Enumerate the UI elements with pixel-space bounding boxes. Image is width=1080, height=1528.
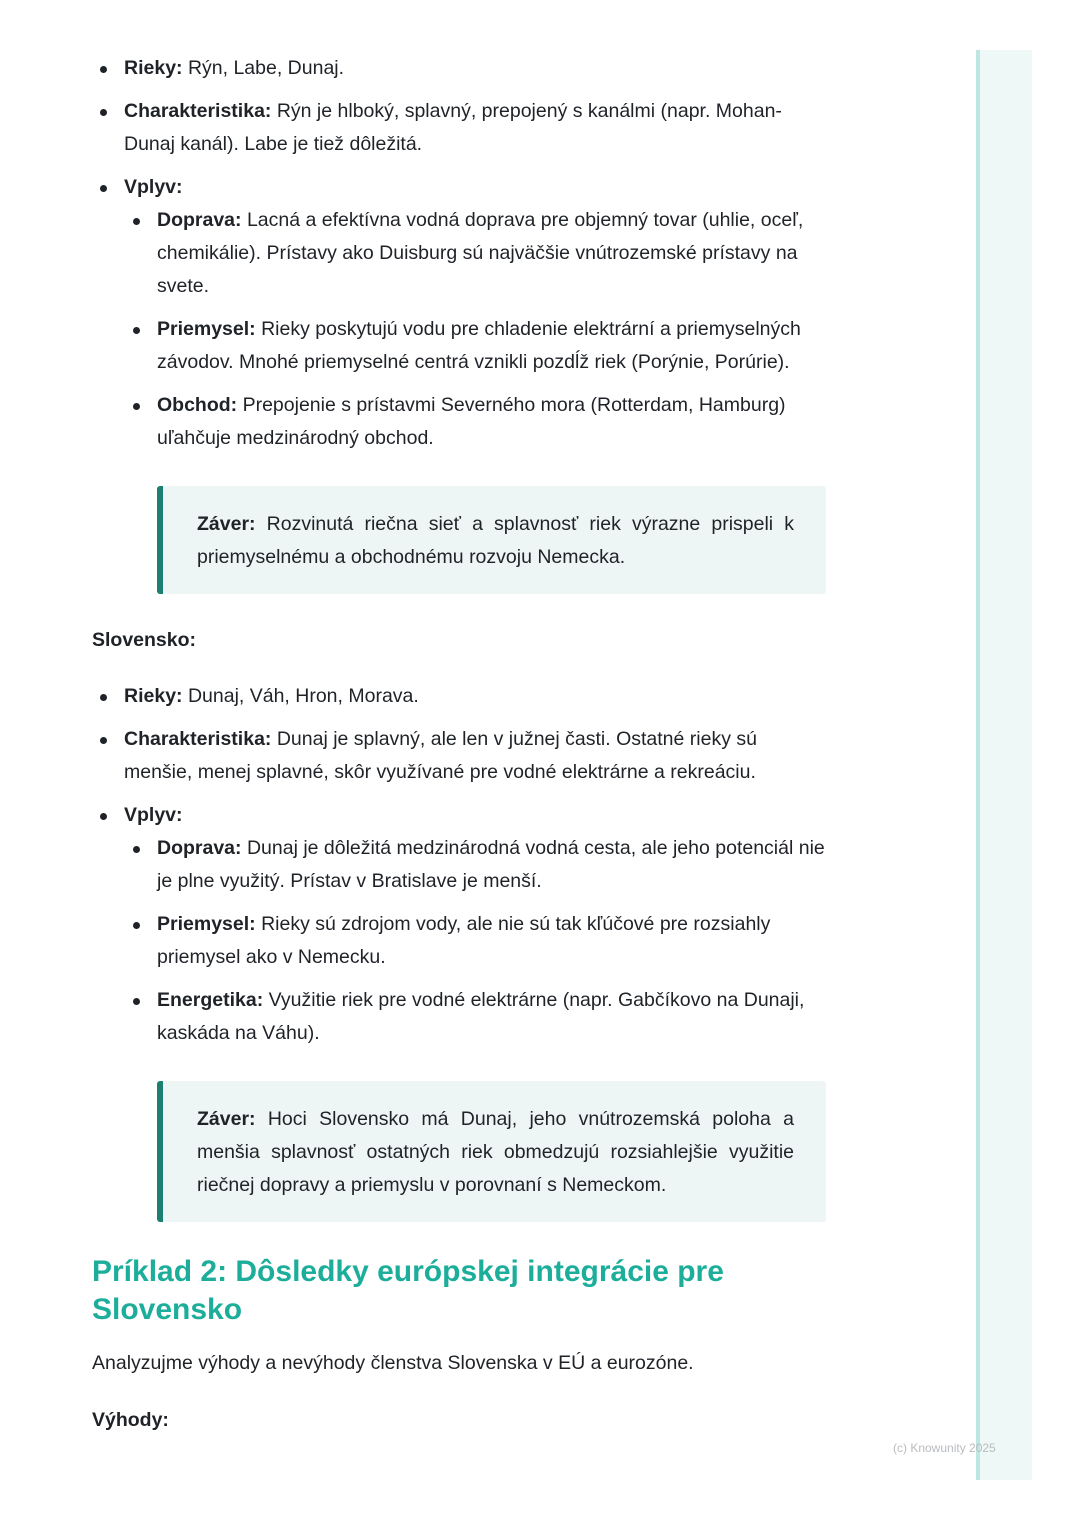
list-item: Energetika: Využitie riek pre vodné elektrárne (napr. Gabčíkovo na Dunaji, kaskáda na Váhu). (124, 984, 826, 1050)
section-heading-advantages: Výhody: (92, 1409, 169, 1431)
list-item: Rieky: Rýn, Labe, Dunaj. (92, 52, 826, 85)
list-item: Charakteristika: Dunaj je splavný, ale len v južnej časti. Ostatné rieky sú menšie, menej splavné, skôr využívané pre vodné elektrárne a rekreáciu. (92, 723, 826, 789)
conclusion-callout-slovakia: Záver: Hoci Slovensko má Dunaj, jeho vnútrozemská poloha a menšia splavnosť ostatných riek obmedzujú rozsiahlejšie využitie riečnej dopravy a priemyslu v porovnaní s Nemeckom. (157, 1081, 826, 1222)
side-panel (976, 50, 1032, 1480)
slovakia-list (92, 680, 826, 1050)
list-item: Vplyv: Doprava: Lacná a efektívna vodná doprava pre objemný tovar (uhlie, oceľ, chemikálie). Prístavy ako Duisburg sú najväčšie vnútrozemské prístavy na svete. Priemysel: Rieky poskytujú vodu pre chladenie elektrární a priemyselných závodov. Mnohé priemyselné centrá vznikli pozdĺž riek (Porýnie, Porúrie). Obchod: Prepojenie s prístavmi Severného mora (Rotterdam, Hamburg) uľahčuje medzinárodný obchod. (92, 171, 826, 455)
list-item: Doprava: Dunaj je dôležitá medzinárodná vodná cesta, ale jeho potenciál nie je plne využitý. Prístav v Bratislave je menší. (124, 832, 826, 898)
document-content (92, 50, 826, 1437)
intro-paragraph: Analyzujme výhody a nevýhody členstva Slovenska v EÚ a eurozóne. (92, 1352, 694, 1374)
list-item: Charakteristika: Rýn je hlboký, splavný, prepojený s kanálmi (napr. Mohan-Dunaj kanál). Labe je tiež dôležitá. (92, 95, 826, 161)
list-item: Obchod: Prepojenie s prístavmi Severného mora (Rotterdam, Hamburg) uľahčuje medzinárodný obchod. (124, 389, 826, 455)
list-item: Priemysel: Rieky sú zdrojom vody, ale nie sú tak kľúčové pre rozsiahly priemysel ako v Nemecku. (124, 908, 826, 974)
section-title-example-2: Príklad 2: Dôsledky európskej integrácie pre Slovensko (92, 1255, 724, 1326)
list-item: Rieky: Dunaj, Váh, Hron, Morava. (92, 680, 826, 713)
watermark: (c) Knowunity 2025 (893, 1441, 996, 1455)
germany-list (92, 52, 826, 455)
conclusion-callout-germany: Záver: Rozvinutá riečna sieť a splavnosť riek výrazne prispeli k priemyselnému a obchodnému rozvoju Nemecka. (157, 486, 826, 594)
section-heading-slovakia: Slovensko: (92, 629, 197, 651)
list-item: Priemysel: Rieky poskytujú vodu pre chladenie elektrární a priemyselných závodov. Mnohé priemyselné centrá vznikli pozdĺž riek (Porýnie, Porúrie). (124, 313, 826, 379)
germany-sublist (124, 204, 826, 455)
slovakia-sublist (124, 832, 826, 1050)
list-item: Doprava: Lacná a efektívna vodná doprava pre objemný tovar (uhlie, oceľ, chemikálie). Prístavy ako Duisburg sú najväčšie vnútrozemské prístavy na svete. (124, 204, 826, 303)
list-item: Vplyv: Doprava: Dunaj je dôležitá medzinárodná vodná cesta, ale jeho potenciál nie je plne využitý. Prístav v Bratislave je menší. Priemysel: Rieky sú zdrojom vody, ale nie sú tak kľúčové pre rozsiahly priemysel ako v Nemecku. Energetika: Využitie riek pre vodné elektrárne (napr. Gabčíkovo na Dunaji, kaskáda na Váhu). (92, 799, 826, 1050)
